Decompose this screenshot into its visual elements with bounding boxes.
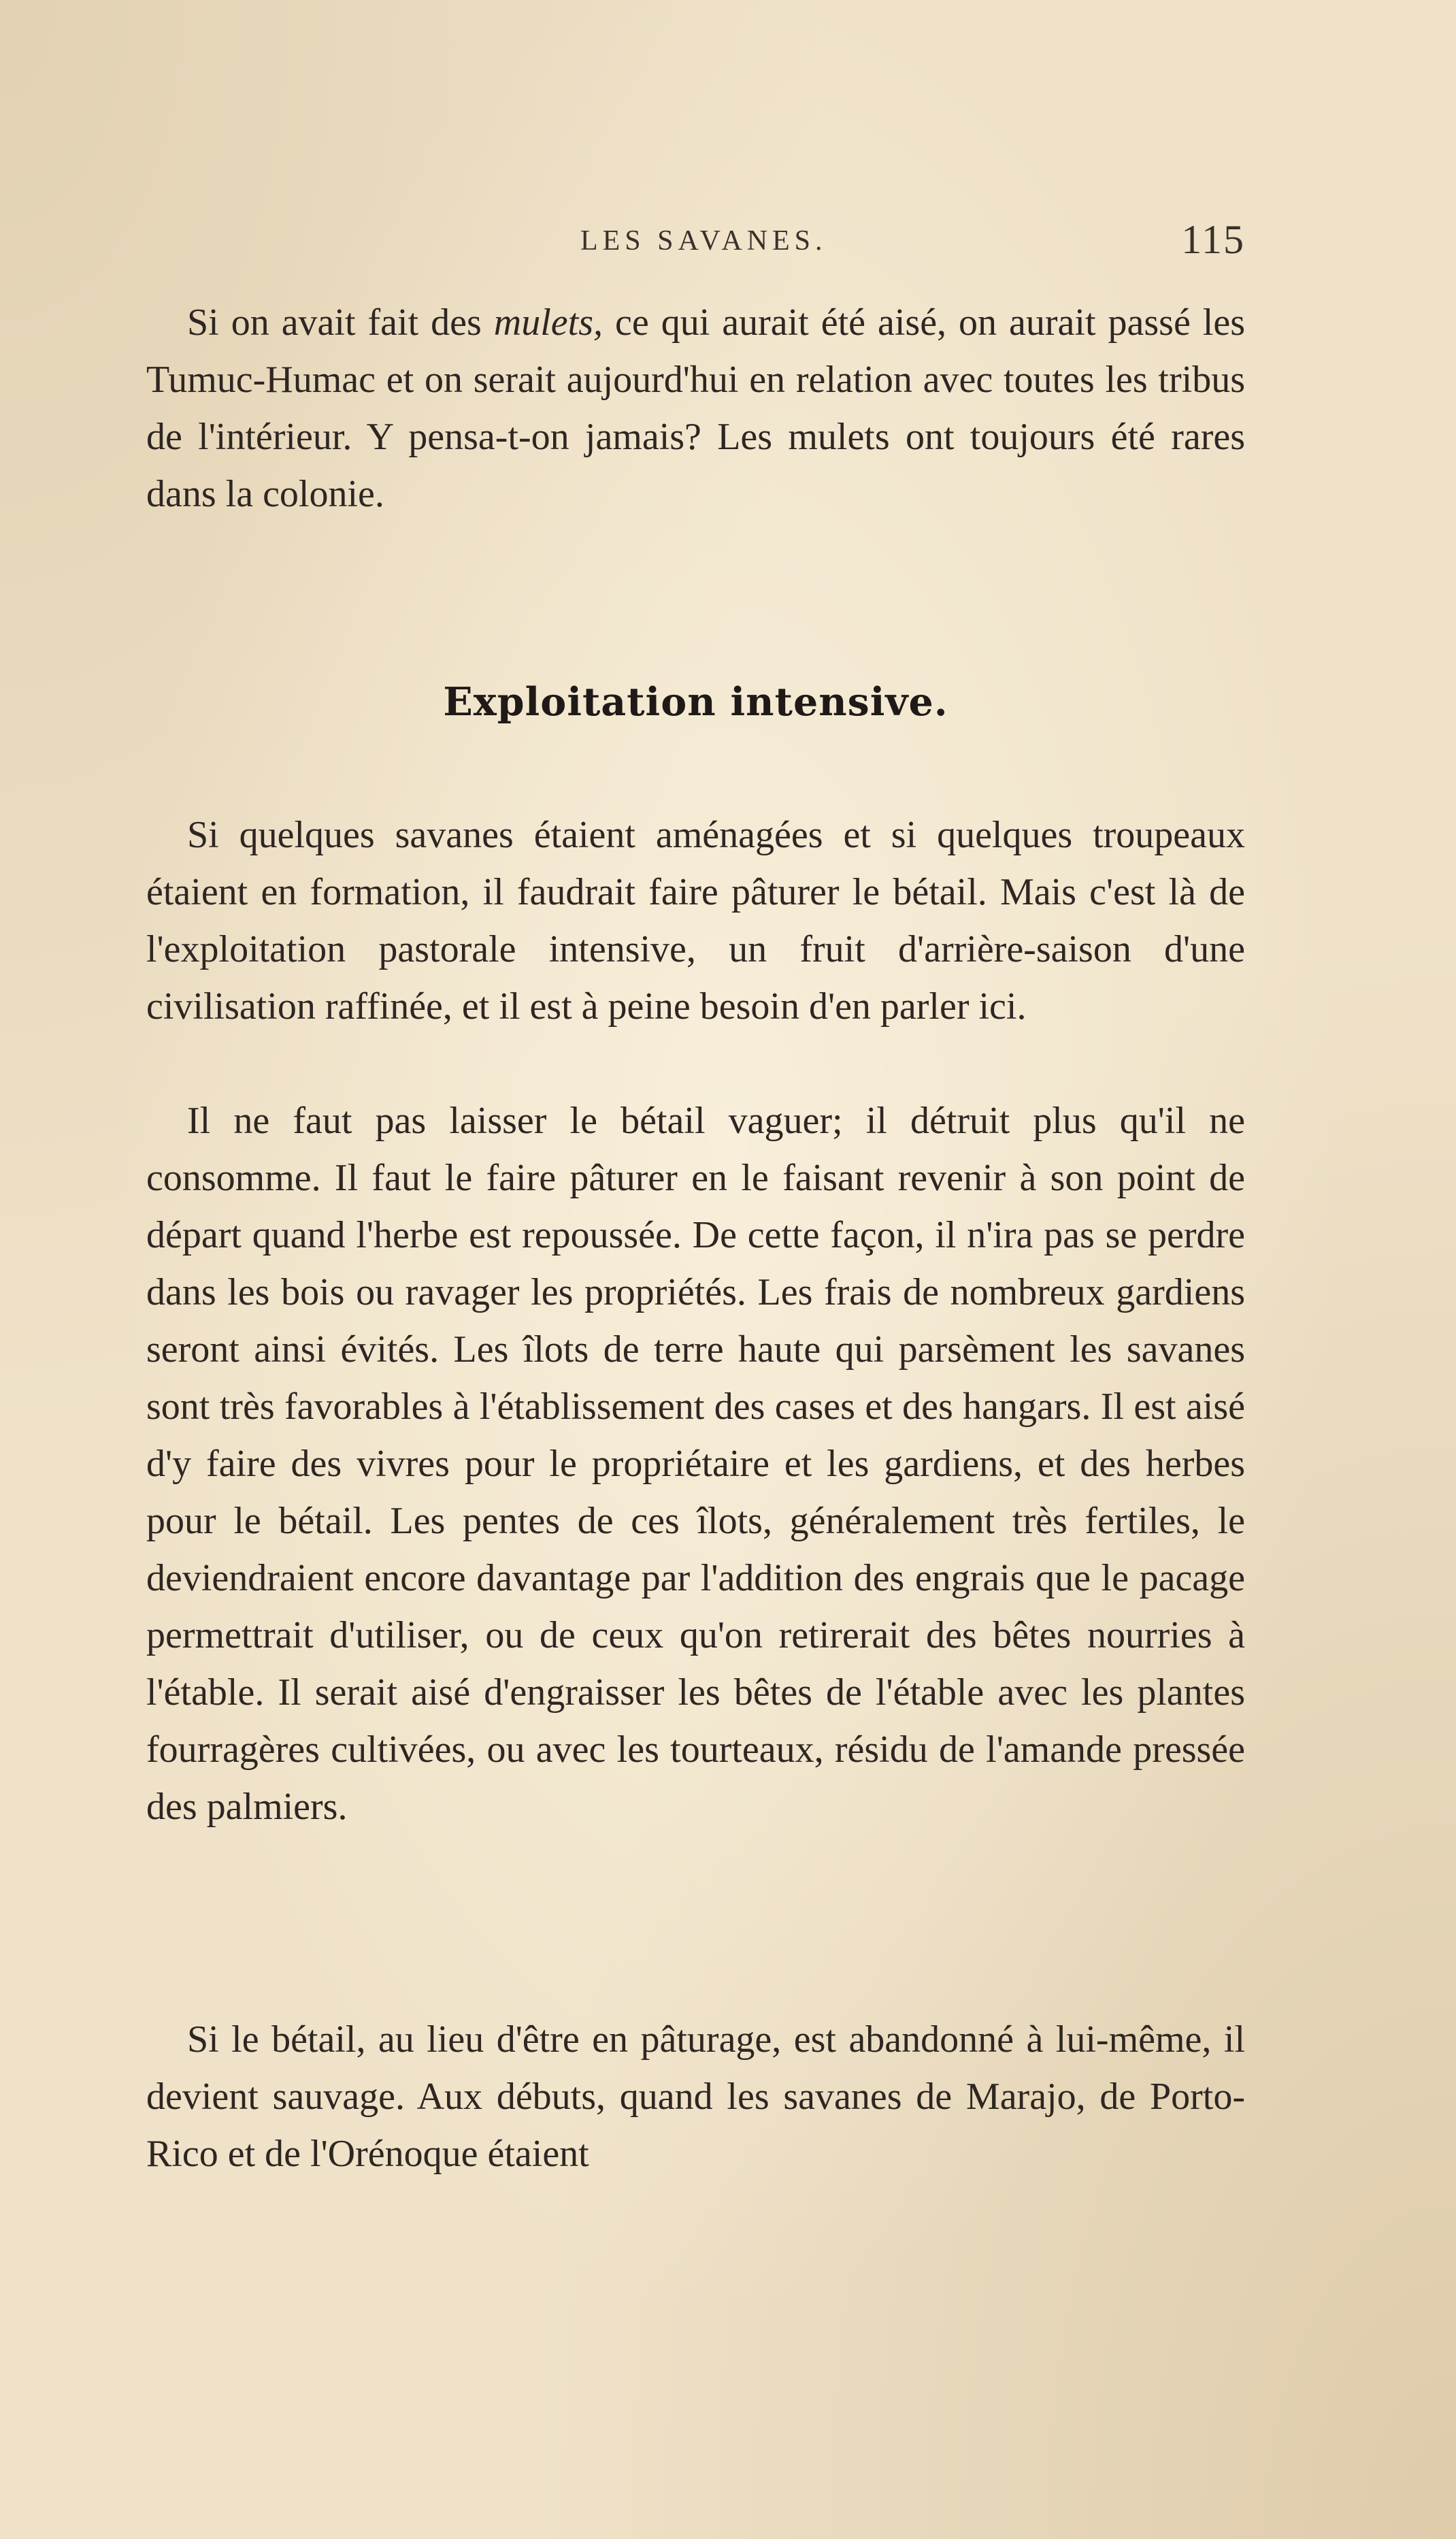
paragraph-betail [146, 1092, 1245, 1835]
paragraph-intensive [146, 806, 1245, 1035]
paragraph-text: Si le bétail, au lieu d'être en pâturage, est abandonné à lui-même, il devient sauvage. Aux débuts, quand les savanes de Marajo, de Porto-Rico et de l'Orénoque étaient [146, 2018, 1245, 2175]
paragraph-mulets [146, 294, 1245, 523]
paragraph-sauvage [146, 2011, 1245, 2182]
section-heading: Exploitation intensive. [443, 679, 948, 725]
page-number: 115 [1181, 217, 1245, 262]
running-head: LES SAVANES. [580, 225, 827, 257]
text-before-italic: Si on avait fait des [187, 301, 494, 344]
italic-word: mulets, [493, 301, 603, 344]
paragraph-text: Si quelques savanes étaient aménagées et si quelques troupeaux étaient en formation, il faudrait faire pâturer le bétail. Mais c'est là de l'exploitation pastorale intensive, un fruit d'arrière-saison d'une civilisation raffinée, et il est à peine besoin d'en parler ici. [146, 814, 1245, 1028]
paragraph-text: Il ne faut pas laisser le bétail vaguer; il détruit plus qu'il ne consomme. Il faut le faire pâturer en le faisant revenir à son point de départ quand l'herbe est repoussée. De cette façon, il n'ira pas se perdre dans les bois ou ravager les propriétés. Les frais de nombreux gardiens seront ainsi évités. Les îlots de terre haute qui parsèment les savanes sont très favorables à l'établissement des cases et des hangars. Il est aisé d'y faire des vivres pour le propriétaire et les gardiens, et des herbes pour le bétail. Les pentes de ces îlots, généralement très fertiles, le deviendraient encore davantage par l'addition des engrais que le pacage permettrait d'utiliser, ou de ceux qu'on retirerait des bêtes nourries à l'étable. Il serait aisé d'engraisser les bêtes de l'étable avec les plantes fourragères cultivées, ou avec les tourteaux, résidu de l'amande pressée des palmiers. [146, 1100, 1245, 1828]
text-after-italic: ce qui aurait été aisé, on aurait passé les Tumuc-Humac et on serait aujourd'hui en relation avec toutes les tribus de l'intérieur. Y pensa-t-on jamais? Les mulets ont toujours été rares dans la colonie. [146, 301, 1245, 515]
page-header [146, 216, 1245, 271]
